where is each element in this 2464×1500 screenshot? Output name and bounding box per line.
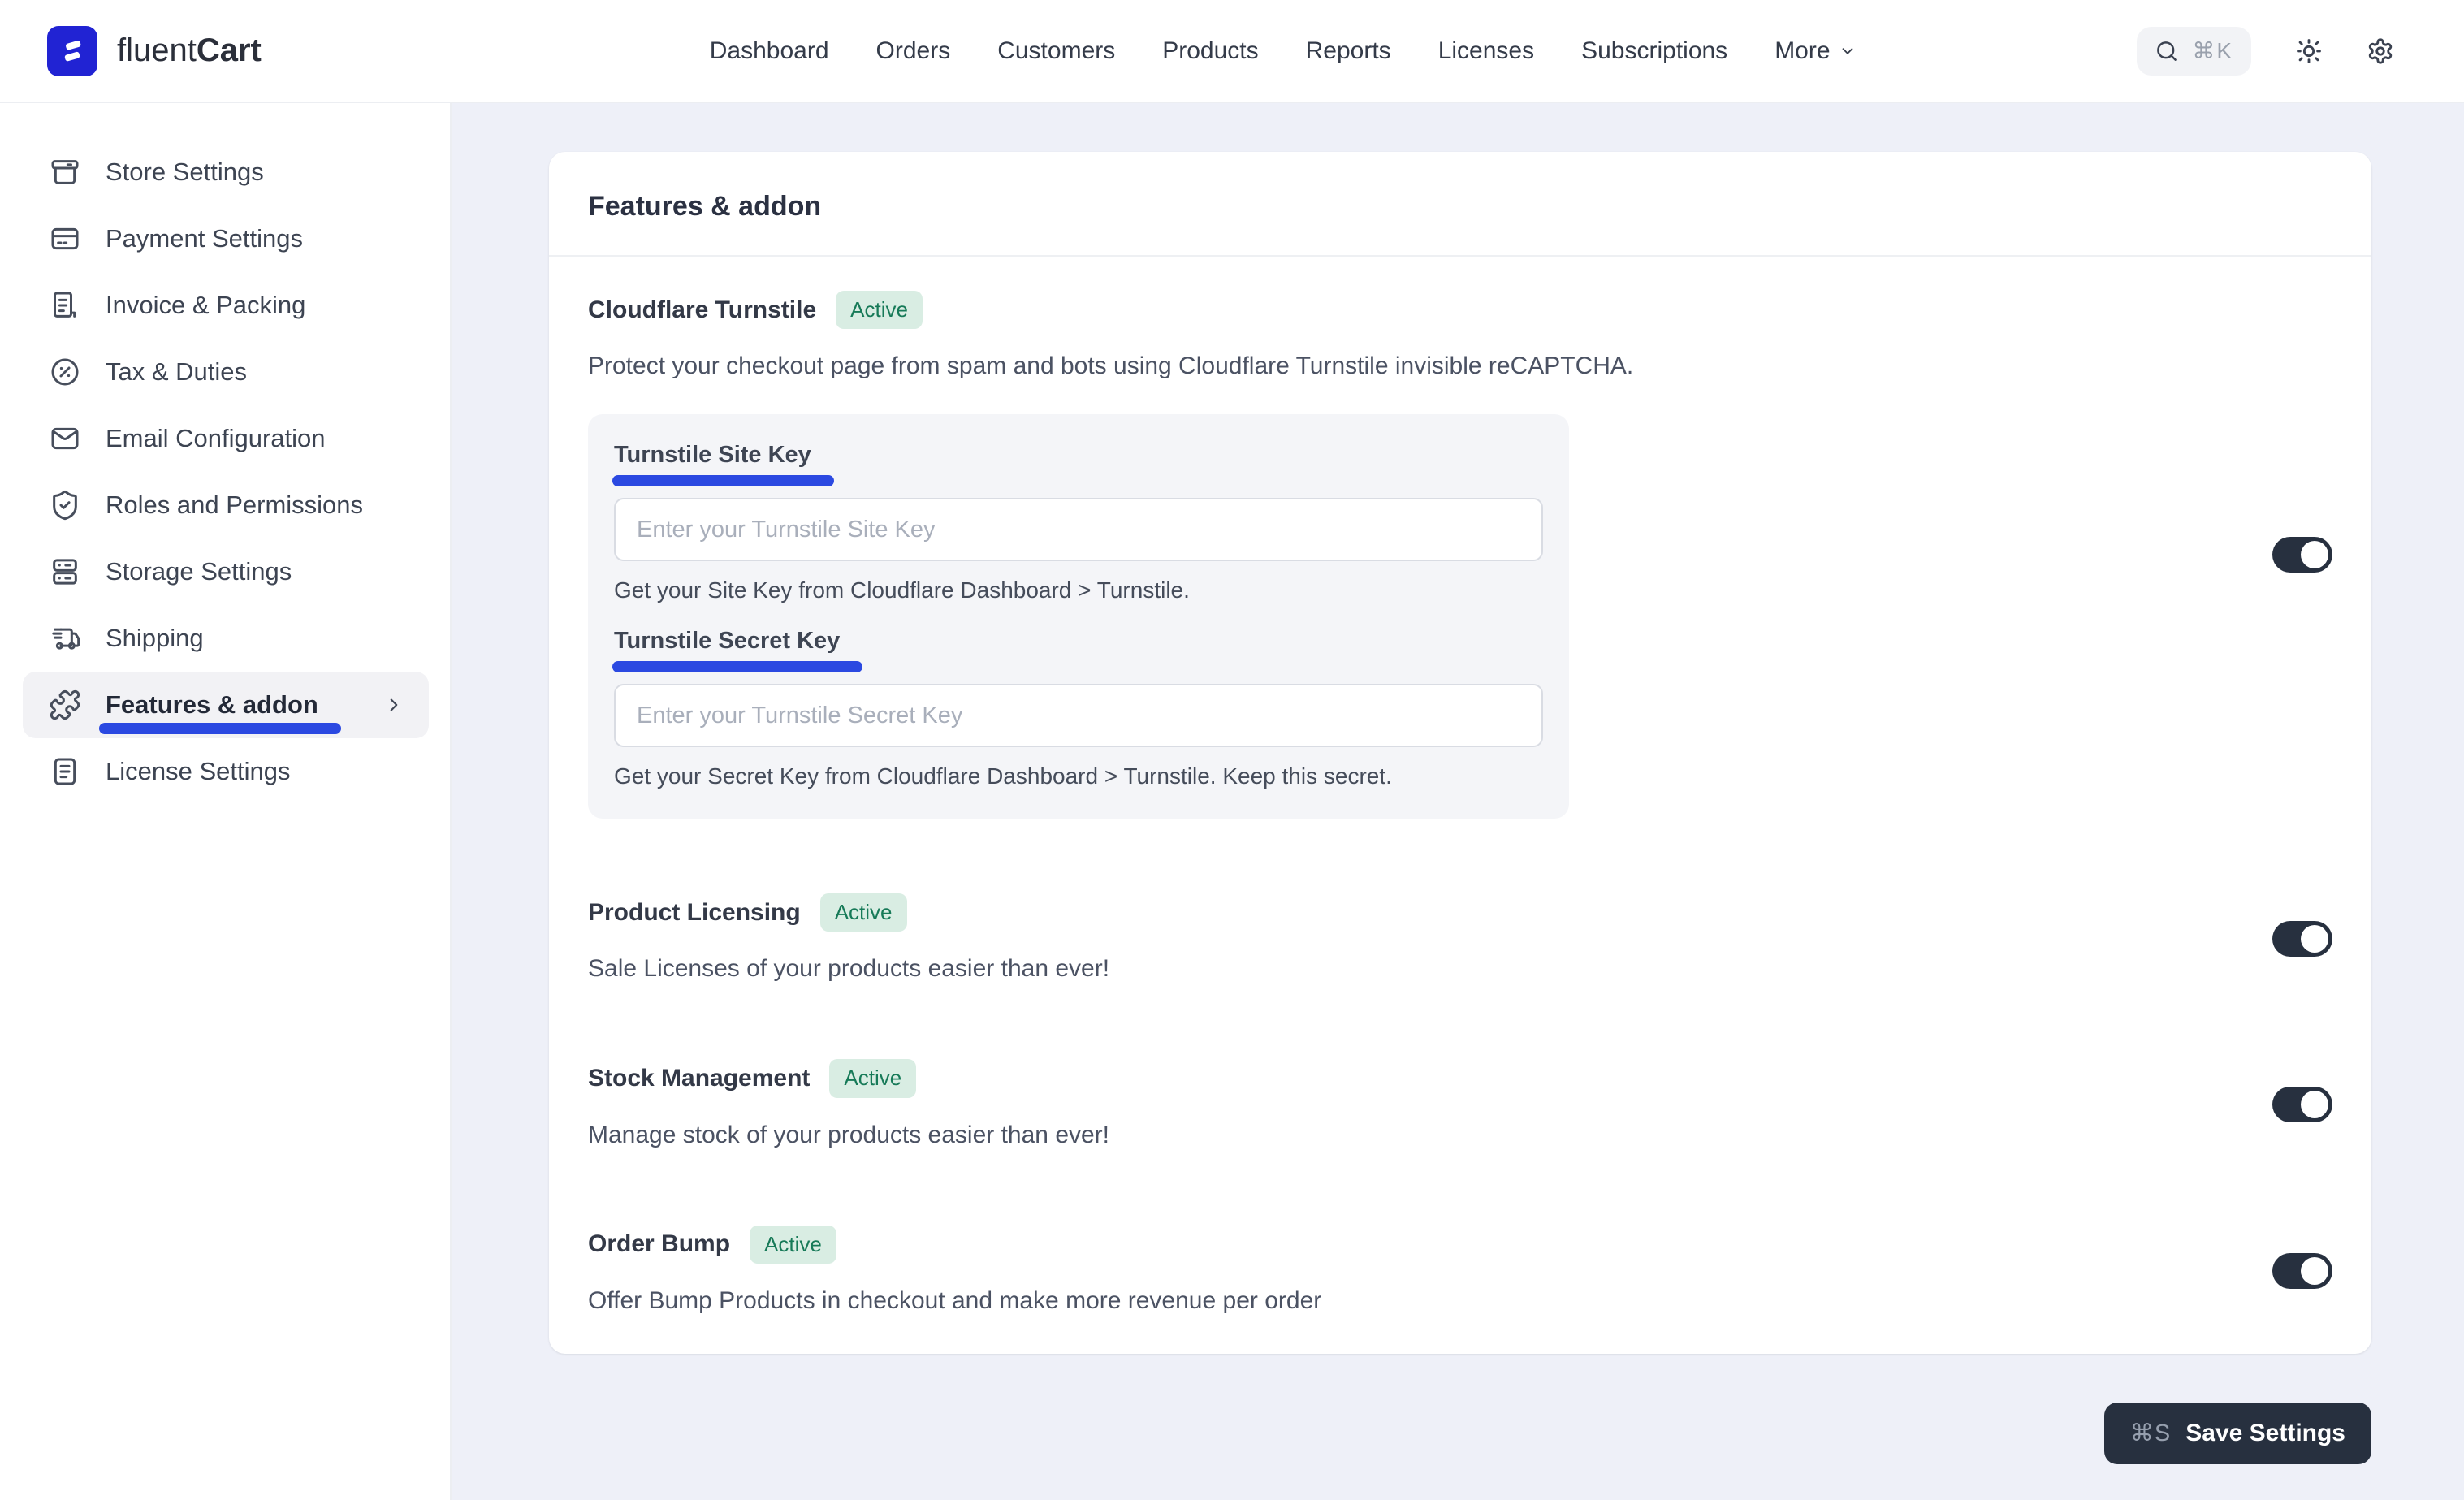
status-badge: Active bbox=[829, 1059, 916, 1097]
field-label-wrap bbox=[614, 628, 1543, 655]
section-description: Manage stock of your products easier than ever! bbox=[588, 1121, 1110, 1148]
search-button[interactable] bbox=[2137, 27, 2251, 76]
turnstile-secret-key-label: Turnstile Secret Key bbox=[614, 628, 840, 655]
turnstile-site-key-label: Turnstile Site Key bbox=[614, 442, 811, 469]
nav-dashboard[interactable]: Dashboard bbox=[709, 37, 829, 64]
section-title: Cloudflare Turnstile bbox=[588, 296, 817, 323]
sidebar-item-label: Tax & Duties bbox=[106, 357, 248, 387]
sidebar-item-storage-settings[interactable] bbox=[23, 538, 429, 605]
status-badge: Active bbox=[750, 1226, 836, 1264]
nav-orders[interactable]: Orders bbox=[875, 37, 951, 64]
settings-button[interactable] bbox=[2367, 37, 2394, 65]
sidebar-item-label: Shipping bbox=[106, 624, 204, 653]
page-title: Features & addon bbox=[588, 191, 822, 222]
content-area bbox=[452, 103, 2464, 1500]
sidebar-item-license-settings[interactable] bbox=[23, 738, 429, 805]
active-item-underline bbox=[99, 723, 341, 734]
sidebar-item-email-configuration[interactable] bbox=[23, 405, 429, 472]
section-description: Sale Licenses of your products easier than ever! bbox=[588, 955, 1110, 983]
settings-sidebar bbox=[0, 103, 452, 1500]
top-nav bbox=[429, 37, 2137, 65]
label-underline bbox=[612, 475, 834, 486]
status-badge: Active bbox=[820, 893, 907, 932]
turnstile-secret-key-help: Get your Secret Key from Cloudflare Dashboard > Turnstile. Keep this secret. bbox=[614, 763, 1392, 789]
server-icon bbox=[49, 555, 81, 588]
section-content bbox=[588, 1059, 2240, 1150]
brand-name-bold: Cart bbox=[196, 32, 262, 68]
nav-subscriptions[interactable]: Subscriptions bbox=[1581, 37, 1728, 64]
nav-products[interactable]: Products bbox=[1162, 37, 1259, 64]
section-title-row bbox=[588, 1059, 2240, 1097]
toggle-knob bbox=[2301, 1091, 2328, 1118]
chevron-right-icon bbox=[383, 694, 404, 715]
sidebar-item-roles-permissions[interactable] bbox=[23, 472, 429, 538]
main-layout bbox=[0, 103, 2464, 1500]
search-shortcut: ⌘K bbox=[2192, 38, 2233, 63]
section-content bbox=[588, 893, 2240, 984]
search-icon bbox=[2155, 39, 2179, 63]
save-row bbox=[549, 1403, 2371, 1500]
brand[interactable] bbox=[47, 26, 429, 76]
turnstile-secret-key-input[interactable] bbox=[614, 684, 1543, 747]
sidebar-item-label: Roles and Permissions bbox=[106, 491, 364, 520]
turnstile-site-key-help: Get your Site Key from Cloudflare Dashboard > Turnstile. bbox=[614, 577, 1190, 603]
section-content bbox=[588, 1226, 2240, 1316]
shield-check-icon bbox=[49, 489, 81, 521]
section-description: Offer Bump Products in checkout and make more revenue per order bbox=[588, 1286, 1322, 1314]
card-header bbox=[549, 152, 2371, 257]
status-badge: Active bbox=[836, 291, 923, 329]
sidebar-item-label: Storage Settings bbox=[106, 557, 292, 586]
toggle-cloudflare-turnstile[interactable] bbox=[2272, 537, 2332, 573]
theme-toggle-button[interactable] bbox=[2295, 37, 2323, 65]
sidebar-item-label: Payment Settings bbox=[106, 224, 303, 253]
file-lines-icon bbox=[49, 755, 81, 788]
credit-card-icon bbox=[49, 223, 81, 255]
brand-name bbox=[117, 32, 262, 69]
turnstile-site-key-field bbox=[614, 442, 1543, 603]
invoice-icon bbox=[49, 289, 81, 322]
sidebar-item-label: Email Configuration bbox=[106, 424, 326, 453]
sidebar-item-tax-duties[interactable] bbox=[23, 339, 429, 405]
nav-customers[interactable]: Customers bbox=[997, 37, 1116, 64]
section-title: Stock Management bbox=[588, 1064, 811, 1091]
sidebar-item-invoice-packing[interactable] bbox=[23, 272, 429, 339]
mail-icon bbox=[49, 422, 81, 455]
section-order-bump bbox=[588, 1226, 2332, 1316]
sidebar-item-label: Invoice & Packing bbox=[106, 291, 306, 320]
percent-circle-icon bbox=[49, 356, 81, 388]
fluentcart-logo-icon bbox=[47, 26, 97, 76]
section-product-licensing bbox=[588, 893, 2332, 984]
save-settings-button[interactable] bbox=[2104, 1403, 2371, 1464]
toggle-knob bbox=[2301, 541, 2328, 568]
sidebar-item-label: License Settings bbox=[106, 757, 291, 786]
section-title: Product Licensing bbox=[588, 898, 801, 926]
section-title: Order Bump bbox=[588, 1230, 731, 1258]
toggle-knob bbox=[2301, 925, 2328, 953]
section-stock-management bbox=[588, 1059, 2332, 1150]
nav-more[interactable] bbox=[1775, 37, 1856, 65]
save-label: Save Settings bbox=[2185, 1419, 2345, 1446]
section-description: Protect your checkout page from spam and bots using Cloudflare Turnstile invisible reCAPTCHA. bbox=[588, 352, 1634, 380]
toggle-product-licensing[interactable] bbox=[2272, 921, 2332, 957]
archive-icon bbox=[49, 156, 81, 188]
section-content bbox=[588, 291, 2240, 819]
nav-licenses[interactable]: Licenses bbox=[1437, 37, 1535, 64]
card-body bbox=[549, 257, 2371, 1354]
features-addon-card bbox=[549, 152, 2371, 1354]
toggle-order-bump[interactable] bbox=[2272, 1253, 2332, 1289]
section-title-row bbox=[588, 893, 2240, 932]
save-shortcut: ⌘S bbox=[2129, 1420, 2172, 1447]
topbar-actions bbox=[2137, 27, 2394, 76]
truck-icon bbox=[49, 622, 81, 655]
sidebar-item-shipping[interactable] bbox=[23, 605, 429, 672]
section-title-row bbox=[588, 291, 2240, 329]
label-underline bbox=[612, 661, 862, 672]
puzzle-icon bbox=[49, 689, 81, 721]
nav-reports[interactable]: Reports bbox=[1305, 37, 1391, 64]
turnstile-secret-key-field bbox=[614, 628, 1543, 789]
gear-icon bbox=[2367, 37, 2394, 65]
brand-name-light: fluent bbox=[117, 32, 197, 68]
sidebar-item-label: Store Settings bbox=[106, 158, 264, 187]
turnstile-keys-panel bbox=[588, 414, 1569, 819]
sidebar-item-features-addon[interactable] bbox=[23, 672, 429, 738]
section-title-row bbox=[588, 1226, 2240, 1264]
toggle-knob bbox=[2301, 1257, 2328, 1285]
sun-icon bbox=[2295, 37, 2323, 65]
sidebar-item-label: Features & addon bbox=[106, 690, 318, 720]
sidebar-item-payment-settings[interactable] bbox=[23, 205, 429, 272]
field-label-wrap bbox=[614, 442, 1543, 469]
nav-more-label: More bbox=[1775, 37, 1831, 64]
top-bar bbox=[0, 0, 2464, 103]
section-cloudflare-turnstile bbox=[588, 291, 2332, 819]
turnstile-site-key-input[interactable] bbox=[614, 498, 1543, 561]
chevron-down-icon bbox=[1839, 42, 1857, 60]
sidebar-item-store-settings[interactable] bbox=[23, 139, 429, 205]
toggle-stock-management[interactable] bbox=[2272, 1087, 2332, 1122]
